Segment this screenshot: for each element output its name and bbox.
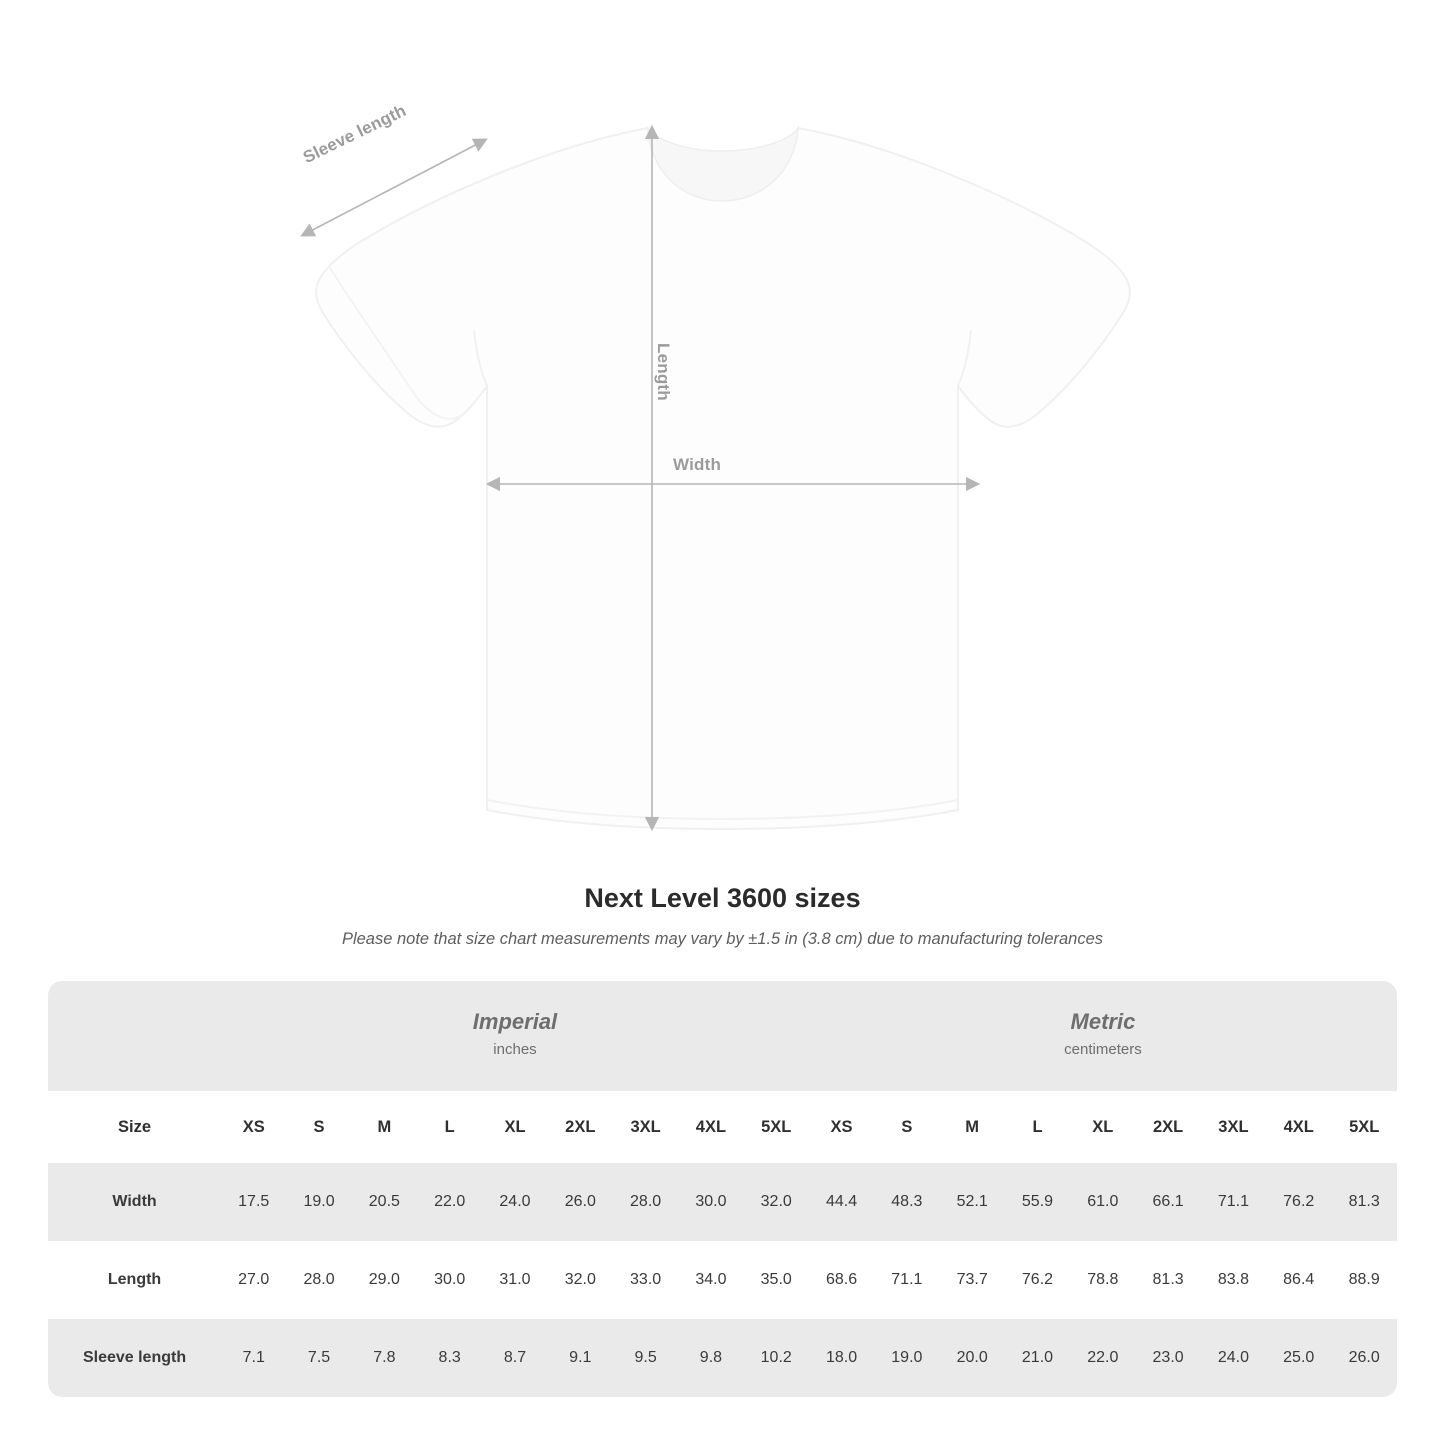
width-imperial-3xl: 28.0 bbox=[613, 1163, 678, 1241]
width-metric-4xl: 76.2 bbox=[1266, 1163, 1331, 1241]
header-imperial-m: M bbox=[352, 1091, 417, 1163]
length-imperial-xs: 27.0 bbox=[221, 1241, 286, 1319]
size-header-row bbox=[48, 1091, 1397, 1163]
table-row-length bbox=[48, 1241, 1397, 1319]
rowlabel-length: Length bbox=[48, 1241, 221, 1319]
length-metric-s: 71.1 bbox=[874, 1241, 939, 1319]
length-imperial-5xl: 35.0 bbox=[744, 1241, 809, 1319]
length-imperial-4xl: 34.0 bbox=[678, 1241, 743, 1319]
width-imperial-xl: 24.0 bbox=[482, 1163, 547, 1241]
width-imperial-s: 19.0 bbox=[286, 1163, 351, 1241]
unit-header-row bbox=[48, 981, 1397, 1091]
unit-metric-cell bbox=[809, 981, 1397, 1091]
unit-spacer-cell bbox=[48, 981, 221, 1091]
table-row-sleeve-length bbox=[48, 1319, 1397, 1397]
width-metric-l: 55.9 bbox=[1005, 1163, 1070, 1241]
header-metric-2xl: 2XL bbox=[1135, 1091, 1200, 1163]
header-metric-5xl: 5XL bbox=[1331, 1091, 1397, 1163]
header-imperial-4xl: 4XL bbox=[678, 1091, 743, 1163]
width-metric-3xl: 71.1 bbox=[1201, 1163, 1266, 1241]
rowlabel-sleeve-length: Sleeve length bbox=[48, 1319, 221, 1397]
header-imperial-2xl: 2XL bbox=[548, 1091, 613, 1163]
length-imperial-2xl: 32.0 bbox=[548, 1241, 613, 1319]
length-metric-xl: 78.8 bbox=[1070, 1241, 1135, 1319]
sleeve-imperial-xs: 7.1 bbox=[221, 1319, 286, 1397]
sleeve-metric-4xl: 25.0 bbox=[1266, 1319, 1331, 1397]
length-imperial-m: 29.0 bbox=[352, 1241, 417, 1319]
length-imperial-s: 28.0 bbox=[286, 1241, 351, 1319]
width-metric-2xl: 66.1 bbox=[1135, 1163, 1200, 1241]
sleeve-metric-s: 19.0 bbox=[874, 1319, 939, 1397]
sleeve-imperial-l: 8.3 bbox=[417, 1319, 482, 1397]
header-metric-l: L bbox=[1005, 1091, 1070, 1163]
header-imperial-l: L bbox=[417, 1091, 482, 1163]
unit-imperial-cell bbox=[221, 981, 809, 1091]
sleeve-metric-m: 20.0 bbox=[940, 1319, 1005, 1397]
header-metric-s: S bbox=[874, 1091, 939, 1163]
header-imperial-5xl: 5XL bbox=[744, 1091, 809, 1163]
header-imperial-3xl: 3XL bbox=[613, 1091, 678, 1163]
width-imperial-4xl: 30.0 bbox=[678, 1163, 743, 1241]
header-metric-xl: XL bbox=[1070, 1091, 1135, 1163]
width-imperial-m: 20.5 bbox=[352, 1163, 417, 1241]
length-metric-3xl: 83.8 bbox=[1201, 1241, 1266, 1319]
length-metric-xs: 68.6 bbox=[809, 1241, 874, 1319]
length-metric-5xl: 88.9 bbox=[1331, 1241, 1397, 1319]
width-imperial-xs: 17.5 bbox=[221, 1163, 286, 1241]
tolerance-note: Please note that size chart measurements may vary by ±1.5 in (3.8 cm) due to manufacturing tolerances bbox=[341, 930, 1104, 948]
length-metric-l: 76.2 bbox=[1005, 1241, 1070, 1319]
header-size: Size bbox=[48, 1091, 221, 1163]
sleeve-imperial-2xl: 9.1 bbox=[548, 1319, 613, 1397]
header-imperial-xl: XL bbox=[482, 1091, 547, 1163]
width-metric-5xl: 81.3 bbox=[1331, 1163, 1397, 1241]
width-metric-xs: 44.4 bbox=[809, 1163, 874, 1241]
width-imperial-2xl: 26.0 bbox=[548, 1163, 613, 1241]
length-imperial-3xl: 33.0 bbox=[613, 1241, 678, 1319]
sleeve-metric-l: 21.0 bbox=[1005, 1319, 1070, 1397]
shirt-shape bbox=[316, 128, 1130, 829]
sleeve-metric-xs: 18.0 bbox=[809, 1319, 874, 1397]
width-imperial-5xl: 32.0 bbox=[744, 1163, 809, 1241]
sleeve-metric-2xl: 23.0 bbox=[1135, 1319, 1200, 1397]
label-width: Width bbox=[673, 455, 722, 474]
unit-imperial-name: Imperial bbox=[472, 1009, 558, 1034]
table-row-width bbox=[48, 1163, 1397, 1241]
rowlabel-width: Width bbox=[48, 1163, 221, 1241]
header-metric-3xl: 3XL bbox=[1201, 1091, 1266, 1163]
page-title: Next Level 3600 sizes bbox=[584, 883, 861, 913]
size-table bbox=[48, 981, 1397, 1397]
sleeve-imperial-m: 7.8 bbox=[352, 1319, 417, 1397]
header-imperial-s: S bbox=[286, 1091, 351, 1163]
length-metric-m: 73.7 bbox=[940, 1241, 1005, 1319]
label-sleeve-length: Sleeve length bbox=[300, 100, 410, 168]
sleeve-metric-5xl: 26.0 bbox=[1331, 1319, 1397, 1397]
unit-metric-sub: centimeters bbox=[1064, 1040, 1142, 1058]
header-metric-xs: XS bbox=[809, 1091, 874, 1163]
sleeve-imperial-s: 7.5 bbox=[286, 1319, 351, 1397]
length-imperial-xl: 31.0 bbox=[482, 1241, 547, 1319]
header-metric-4xl: 4XL bbox=[1266, 1091, 1331, 1163]
length-metric-4xl: 86.4 bbox=[1266, 1241, 1331, 1319]
width-metric-m: 52.1 bbox=[940, 1163, 1005, 1241]
length-metric-2xl: 81.3 bbox=[1135, 1241, 1200, 1319]
sleeve-imperial-4xl: 9.8 bbox=[678, 1319, 743, 1397]
sleeve-imperial-xl: 8.7 bbox=[482, 1319, 547, 1397]
sleeve-imperial-5xl: 10.2 bbox=[744, 1319, 809, 1397]
unit-imperial-sub: inches bbox=[493, 1040, 537, 1058]
unit-metric-name: Metric bbox=[1070, 1009, 1136, 1034]
label-length: Length bbox=[654, 343, 673, 401]
width-metric-s: 48.3 bbox=[874, 1163, 939, 1241]
size-table-wrapper bbox=[48, 981, 1397, 1397]
header-imperial-xs: XS bbox=[221, 1091, 286, 1163]
sleeve-metric-3xl: 24.0 bbox=[1201, 1319, 1266, 1397]
width-imperial-l: 22.0 bbox=[417, 1163, 482, 1241]
length-imperial-l: 30.0 bbox=[417, 1241, 482, 1319]
width-metric-xl: 61.0 bbox=[1070, 1163, 1135, 1241]
sleeve-imperial-3xl: 9.5 bbox=[613, 1319, 678, 1397]
header-metric-m: M bbox=[940, 1091, 1005, 1163]
sleeve-metric-xl: 22.0 bbox=[1070, 1319, 1135, 1397]
